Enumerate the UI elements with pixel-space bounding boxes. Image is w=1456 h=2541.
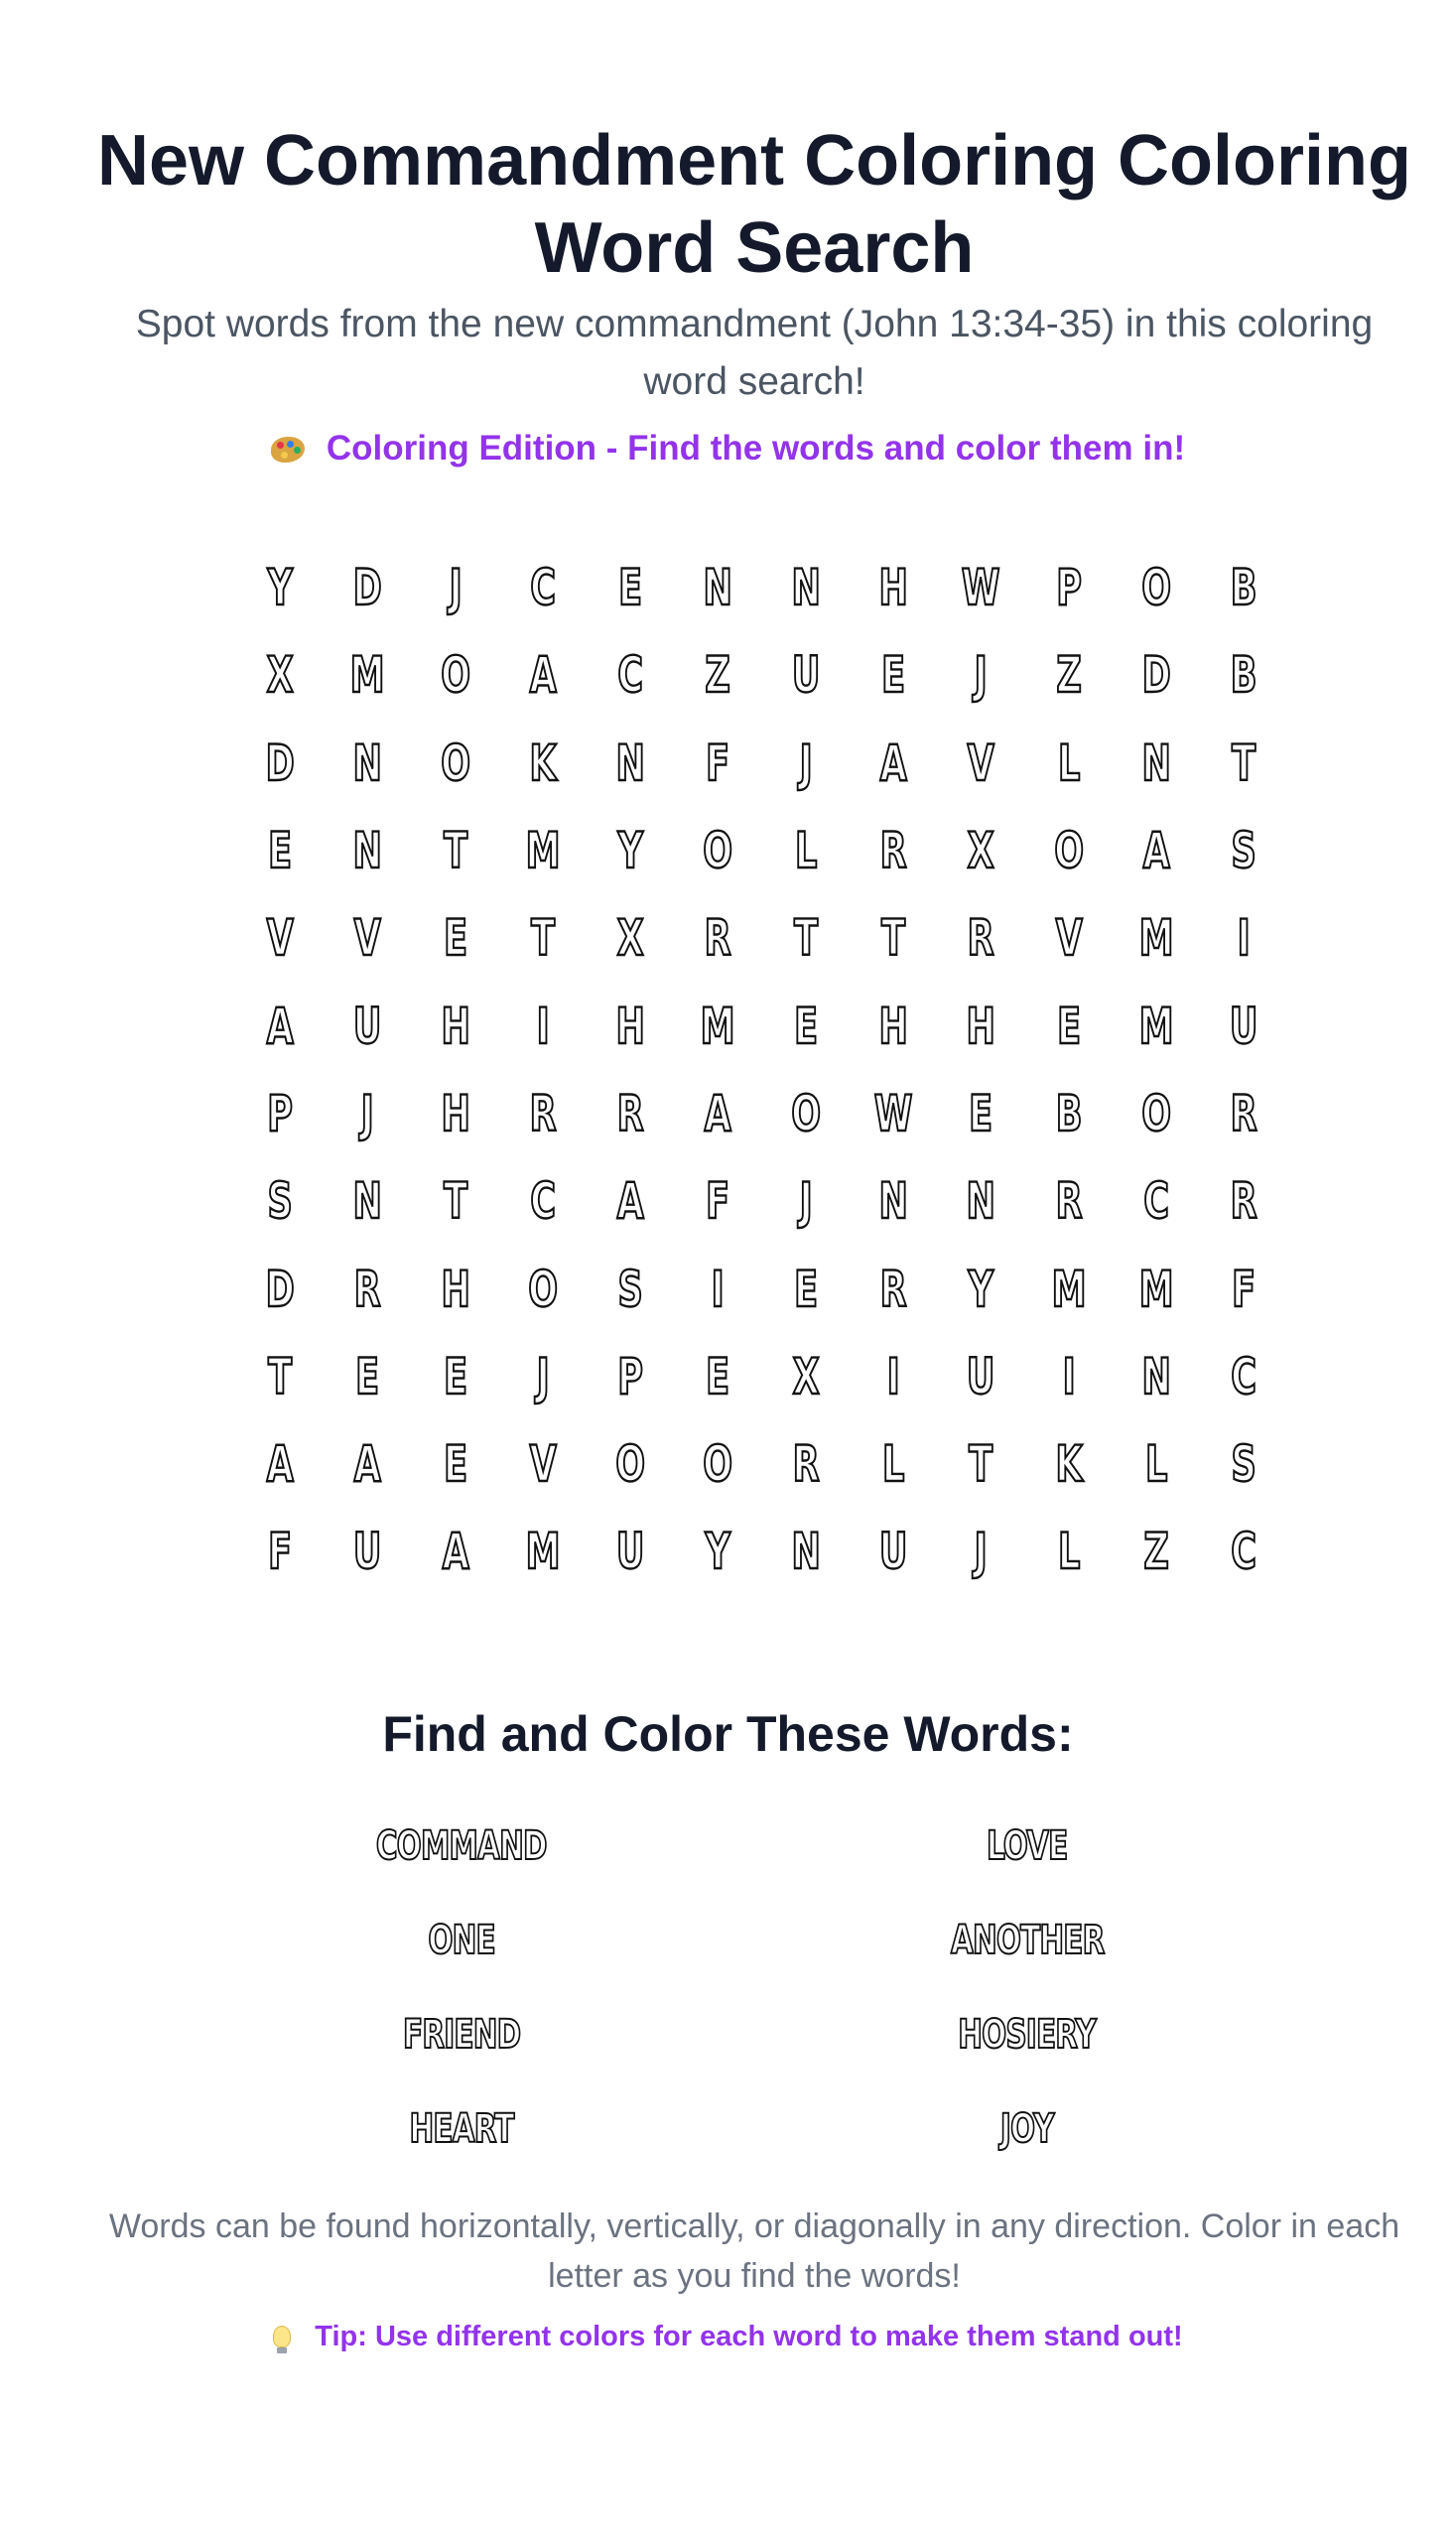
- grid-letter[interactable]: V: [266, 909, 294, 968]
- grid-letter[interactable]: L: [1057, 734, 1081, 792]
- grid-letter[interactable]: C: [1143, 1172, 1169, 1231]
- grid-letter[interactable]: R: [968, 909, 995, 968]
- grid-letter[interactable]: O: [791, 1084, 821, 1142]
- edition-text: Coloring Edition - Find the words and color them in!: [326, 429, 1186, 468]
- grid-letter[interactable]: E: [268, 822, 293, 880]
- grid-letter[interactable]: Z: [705, 646, 731, 705]
- word-label: COMMAND: [376, 1822, 547, 1869]
- grid-letter[interactable]: M: [1138, 909, 1174, 968]
- grid-letter[interactable]: T: [969, 1435, 993, 1494]
- word-list: [179, 1799, 1310, 2176]
- grid-letter[interactable]: X: [616, 909, 644, 968]
- grid-letter[interactable]: S: [617, 1260, 643, 1318]
- grid-letter[interactable]: H: [878, 997, 908, 1055]
- grid-letter[interactable]: H: [441, 1084, 470, 1142]
- word-list-item: [744, 1893, 1310, 1987]
- grid-letter[interactable]: O: [440, 734, 470, 792]
- grid-letter[interactable]: N: [966, 1172, 996, 1231]
- word-list-item: [744, 1799, 1310, 1893]
- grid-letter[interactable]: J: [799, 1172, 813, 1231]
- page-title: New Commandment Coloring Coloring Word Search: [97, 121, 1411, 288]
- grid-letter[interactable]: O: [1141, 559, 1172, 617]
- grid-letter[interactable]: M: [349, 646, 385, 705]
- grid-letter[interactable]: R: [1055, 1172, 1083, 1231]
- grid-letter[interactable]: R: [879, 1260, 907, 1318]
- grid-letter[interactable]: O: [528, 1260, 558, 1318]
- grid-letter[interactable]: U: [878, 1523, 908, 1581]
- grid-letter[interactable]: N: [703, 559, 733, 617]
- grid-letter[interactable]: L: [794, 822, 818, 880]
- grid-letter[interactable]: M: [1051, 1260, 1087, 1318]
- grid-letter[interactable]: A: [705, 1084, 732, 1142]
- grid-letter[interactable]: J: [799, 734, 813, 792]
- grid-letter[interactable]: K: [529, 734, 557, 792]
- grid-letter[interactable]: A: [529, 646, 557, 705]
- grid-letter[interactable]: J: [536, 1347, 550, 1405]
- grid-letter[interactable]: I: [1062, 1347, 1076, 1405]
- grid-letter[interactable]: F: [1232, 1260, 1257, 1318]
- grid-letter[interactable]: A: [879, 734, 907, 792]
- grid-letter[interactable]: E: [443, 1347, 467, 1405]
- grid-letter[interactable]: S: [1231, 822, 1257, 880]
- grid-letter[interactable]: V: [1055, 909, 1083, 968]
- grid-letter[interactable]: U: [1230, 997, 1258, 1055]
- grid-letter[interactable]: W: [873, 1084, 913, 1142]
- grid-letter[interactable]: R: [792, 1435, 820, 1494]
- grid-letter[interactable]: P: [617, 1347, 644, 1405]
- grid-letter[interactable]: R: [353, 1260, 381, 1318]
- word-list-item: [179, 1893, 744, 1987]
- grid-letter[interactable]: A: [266, 1435, 294, 1494]
- grid-letter[interactable]: E: [443, 909, 467, 968]
- grid-letter[interactable]: F: [268, 1523, 293, 1581]
- grid-letter[interactable]: E: [618, 559, 643, 617]
- grid-letter[interactable]: L: [1144, 1435, 1168, 1494]
- grid-letter[interactable]: N: [1141, 734, 1171, 792]
- word-label: HOSIERY: [958, 2011, 1097, 2058]
- word-list-item: [744, 2081, 1310, 2176]
- grid-letter[interactable]: D: [265, 734, 295, 792]
- grid-letter[interactable]: U: [791, 646, 821, 705]
- grid-letter[interactable]: N: [791, 559, 821, 617]
- grid-letter[interactable]: T: [443, 1172, 467, 1231]
- grid-letter[interactable]: O: [1053, 822, 1084, 880]
- grid-letter[interactable]: R: [529, 1084, 557, 1142]
- grid-letter[interactable]: M: [701, 997, 736, 1055]
- grid-letter[interactable]: N: [878, 1172, 908, 1231]
- grid-letter[interactable]: O: [615, 1435, 646, 1494]
- grid-letter[interactable]: J: [360, 1084, 374, 1142]
- grid-letter[interactable]: W: [962, 559, 1000, 617]
- word-list-item: [179, 1987, 744, 2081]
- grid-letter[interactable]: E: [793, 997, 818, 1055]
- grid-letter[interactable]: E: [881, 646, 906, 705]
- grid-letter[interactable]: S: [267, 1172, 293, 1231]
- grid-letter[interactable]: C: [1231, 1347, 1257, 1405]
- grid-letter[interactable]: H: [615, 997, 646, 1055]
- grid-letter[interactable]: T: [881, 909, 906, 968]
- grid-letter[interactable]: I: [886, 1347, 900, 1405]
- grid-letter[interactable]: N: [352, 822, 383, 880]
- grid-letter[interactable]: A: [266, 997, 294, 1055]
- grid-letter[interactable]: A: [616, 1172, 644, 1231]
- grid-letter[interactable]: B: [1055, 1084, 1083, 1142]
- grid-letter[interactable]: L: [1057, 1523, 1081, 1581]
- word-label: FRIEND: [402, 2011, 521, 2058]
- grid-letter[interactable]: N: [352, 734, 383, 792]
- grid-letter[interactable]: L: [882, 1435, 905, 1494]
- grid-letter[interactable]: O: [703, 1435, 733, 1494]
- word-list-item: [744, 1987, 1310, 2081]
- word-label: ONE: [428, 1917, 495, 1963]
- grid-letter[interactable]: A: [353, 1435, 382, 1494]
- grid-letter[interactable]: T: [443, 822, 467, 880]
- grid-letter[interactable]: T: [1232, 734, 1257, 792]
- grid-letter[interactable]: M: [525, 1523, 561, 1581]
- grid-letter[interactable]: R: [879, 822, 907, 880]
- artist-palette-icon: [271, 437, 305, 463]
- grid-letter[interactable]: A: [442, 1523, 469, 1581]
- word-list-item: [179, 2081, 744, 2176]
- lightbulb-icon: [273, 2326, 291, 2347]
- grid-letter[interactable]: F: [706, 734, 730, 792]
- tip-text: Tip: Use different colors for each word to make them stand out!: [315, 2321, 1183, 2352]
- instructions-text: Words can be found horizontally, vertically, or diagonally in any direction. Color in each letter as you find the words!: [108, 2207, 1400, 2295]
- grid-letter[interactable]: V: [353, 909, 382, 968]
- grid-letter[interactable]: P: [267, 1084, 294, 1142]
- grid-letter[interactable]: B: [1231, 559, 1257, 617]
- grid-letter[interactable]: E: [443, 1435, 467, 1494]
- grid-letter[interactable]: U: [616, 1523, 645, 1581]
- grid-letter[interactable]: D: [265, 1260, 295, 1318]
- grid-letter[interactable]: O: [703, 822, 733, 880]
- grid-letter[interactable]: E: [355, 1347, 380, 1405]
- grid-letter[interactable]: O: [440, 646, 470, 705]
- grid-letter[interactable]: U: [353, 997, 382, 1055]
- grid-letter[interactable]: F: [706, 1172, 730, 1231]
- grid-letter[interactable]: M: [1138, 1260, 1174, 1318]
- grid-letter[interactable]: M: [525, 822, 561, 880]
- grid-letter[interactable]: Y: [617, 822, 644, 880]
- grid-letter[interactable]: U: [967, 1347, 995, 1405]
- grid-letter[interactable]: R: [616, 1084, 644, 1142]
- grid-letter[interactable]: K: [1055, 1435, 1083, 1494]
- grid-letter[interactable]: C: [1231, 1523, 1257, 1581]
- grid-letter[interactable]: B: [1231, 646, 1257, 705]
- grid-letter[interactable]: U: [353, 1523, 382, 1581]
- word-label: HEART: [409, 2105, 514, 2152]
- grid-letter[interactable]: E: [969, 1084, 993, 1142]
- grid-letter[interactable]: N: [352, 1172, 383, 1231]
- letter-grid: [236, 544, 1288, 1596]
- word-label: JOY: [1000, 2105, 1054, 2152]
- grid-letter[interactable]: E: [793, 1260, 818, 1318]
- grid-letter[interactable]: X: [967, 822, 995, 880]
- grid-letter[interactable]: J: [449, 559, 463, 617]
- grid-letter[interactable]: I: [1237, 909, 1251, 968]
- word-list-item: [179, 1799, 744, 1893]
- grid-letter[interactable]: H: [441, 997, 470, 1055]
- grid-letter[interactable]: H: [878, 559, 908, 617]
- grid-letter[interactable]: X: [792, 1347, 820, 1405]
- grid-letter[interactable]: S: [1231, 1435, 1257, 1494]
- grid-letter[interactable]: A: [1142, 822, 1170, 880]
- grid-letter[interactable]: C: [617, 646, 644, 705]
- grid-letter[interactable]: V: [967, 734, 995, 792]
- grid-letter[interactable]: M: [1138, 997, 1174, 1055]
- grid-letter[interactable]: I: [712, 1260, 726, 1318]
- grid-letter[interactable]: V: [529, 1435, 557, 1494]
- grid-letter[interactable]: O: [1141, 1084, 1172, 1142]
- grid-letter[interactable]: N: [615, 734, 646, 792]
- grid-letter[interactable]: R: [1230, 1084, 1257, 1142]
- grid-letter[interactable]: C: [530, 559, 556, 617]
- grid-letter[interactable]: X: [266, 646, 294, 705]
- grid-letter[interactable]: Y: [968, 1260, 994, 1318]
- grid-letter[interactable]: Z: [1143, 1523, 1169, 1581]
- word-label: ANOTHER: [950, 1917, 1105, 1963]
- grid-letter[interactable]: T: [793, 909, 818, 968]
- grid-letter[interactable]: P: [1055, 559, 1082, 617]
- grid-letter[interactable]: D: [1141, 646, 1171, 705]
- page-subtitle: Spot words from the new commandment (John 13:34-35) in this coloring word search!: [135, 303, 1374, 403]
- grid-letter[interactable]: E: [1056, 997, 1081, 1055]
- grid-letter[interactable]: D: [352, 559, 383, 617]
- grid-letter[interactable]: Y: [267, 559, 293, 617]
- grid-letter[interactable]: J: [974, 1523, 989, 1581]
- grid-letter[interactable]: C: [530, 1172, 556, 1231]
- grid-letter[interactable]: Z: [1056, 646, 1082, 705]
- tip-banner: [0, 2315, 1456, 2358]
- grid-letter[interactable]: R: [705, 909, 732, 968]
- word-list-heading: Find and Color These Words:: [382, 1706, 1074, 1762]
- grid-letter[interactable]: R: [1230, 1172, 1257, 1231]
- grid-letter[interactable]: T: [531, 909, 556, 968]
- grid-letter[interactable]: E: [706, 1347, 730, 1405]
- edition-banner: [0, 425, 1456, 472]
- grid-letter[interactable]: H: [441, 1260, 470, 1318]
- grid-letter[interactable]: N: [1141, 1347, 1171, 1405]
- grid-letter[interactable]: T: [268, 1347, 293, 1405]
- grid-letter[interactable]: H: [966, 997, 996, 1055]
- grid-letter[interactable]: N: [791, 1523, 821, 1581]
- word-label: LOVE: [987, 1822, 1068, 1869]
- grid-letter[interactable]: J: [974, 646, 989, 705]
- grid-letter[interactable]: I: [536, 997, 550, 1055]
- grid-letter[interactable]: Y: [705, 1523, 731, 1581]
